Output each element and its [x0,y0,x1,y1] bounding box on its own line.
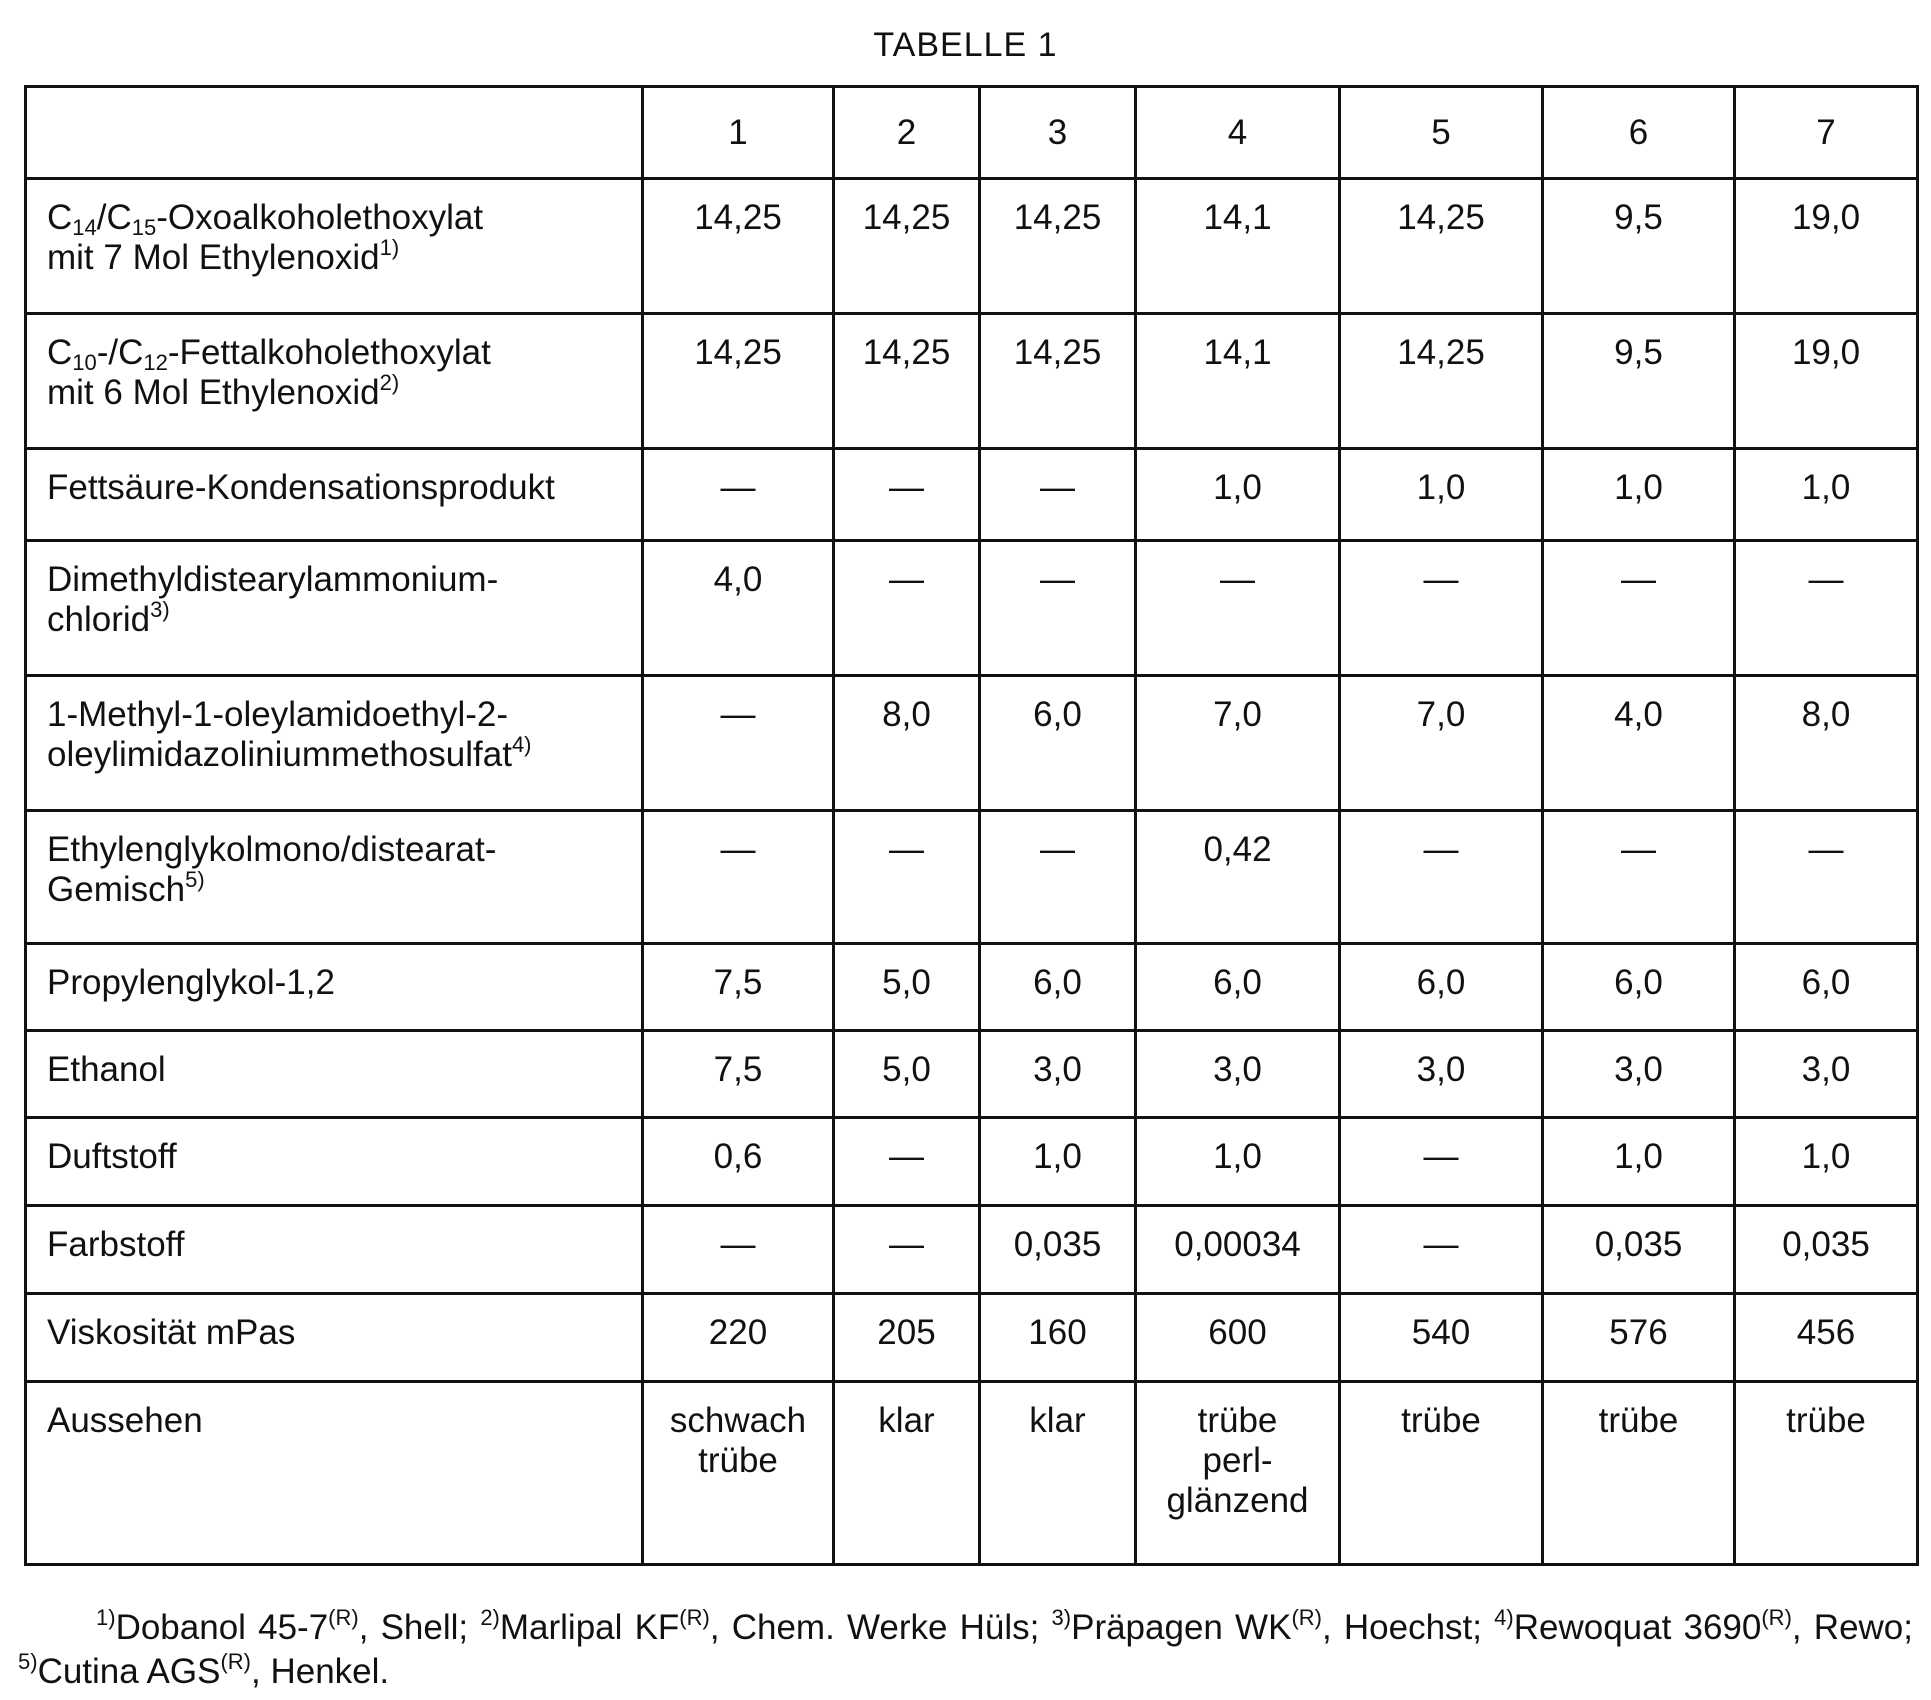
value-line: — [1742,560,1910,600]
table-row [26,1118,1918,1206]
value-cell [1543,179,1735,314]
value-cell [980,449,1136,541]
value-line: — [841,1137,972,1177]
value-cell [834,1031,980,1118]
value-line: — [841,1225,972,1265]
row-label [26,1382,643,1565]
value-line: — [1347,1225,1535,1265]
value-line: 6,0 [1347,963,1535,1003]
row-label [26,1031,643,1118]
value-cell [1340,314,1543,449]
value-line: 3,0 [1347,1050,1535,1090]
text: Duftstoff [47,1137,177,1176]
value-cell [1340,1382,1543,1565]
value-cell [834,811,980,944]
superscript: (R) [679,1605,710,1630]
value-cell [1340,1031,1543,1118]
value-line: 1,0 [1742,1137,1910,1177]
value-cell [1340,541,1543,676]
text: /C [97,198,132,237]
value-line: 205 [841,1313,972,1353]
value-line: schwach [650,1401,826,1441]
header-row [26,87,1918,179]
table-title: TABELLE 1 [0,26,1931,65]
text: , Hoechst; [1322,1608,1494,1647]
table-row [26,179,1918,314]
value-cell [643,676,834,811]
text: oleylimidazoliniummethosulfat [47,735,512,774]
value-cell [1340,944,1543,1031]
value-cell [1340,1206,1543,1294]
value-line: 0,42 [1143,830,1332,870]
value-cell [980,314,1136,449]
value-cell [1735,1118,1918,1206]
superscript: 1) [380,235,400,260]
footnote-marker: 1) [96,1605,116,1630]
superscript: 2) [380,370,400,395]
value-line: 14,25 [841,198,972,238]
footnote-marker: 3) [1052,1605,1072,1630]
value-cell [834,1294,980,1382]
value-cell [1136,179,1340,314]
row-label [26,449,643,541]
value-cell [643,179,834,314]
text: -Oxoalkoholethoxylat [156,198,483,237]
footnote-text: Rewoquat 3690 [1514,1608,1762,1647]
value-line: — [650,695,826,735]
value-cell [643,1118,834,1206]
footnote-text: Cutina AGS [38,1652,221,1691]
value-cell [1136,811,1340,944]
value-line: klar [987,1401,1128,1441]
value-cell [1735,1382,1918,1565]
value-line: 19,0 [1742,333,1910,373]
column-header: 3 [980,87,1136,179]
row-label [26,944,643,1031]
text: Ethanol [47,1050,166,1089]
value-line: 540 [1347,1313,1535,1353]
text: Gemisch [47,870,185,909]
text: Farbstoff [47,1225,184,1264]
value-line: 14,25 [1347,333,1535,373]
superscript: 4) [512,732,532,757]
subscript: 10 [72,350,96,375]
value-cell [1340,811,1543,944]
value-cell [1340,1294,1543,1382]
value-line: 1,0 [1742,468,1910,508]
value-line: — [987,468,1128,508]
value-cell [1735,676,1918,811]
value-line: 1,0 [1143,1137,1332,1177]
value-cell [643,1206,834,1294]
value-line: 1,0 [1143,468,1332,508]
table-row [26,676,1918,811]
text: , Henkel. [251,1652,389,1691]
value-line: — [987,560,1128,600]
composition-table [24,85,1919,1566]
value-cell [1136,1118,1340,1206]
value-cell [1735,1031,1918,1118]
value-cell [1136,676,1340,811]
value-line: trübe [1143,1401,1332,1441]
value-cell [1543,449,1735,541]
value-line: 8,0 [1742,695,1910,735]
value-line: 7,0 [1347,695,1535,735]
value-line: 0,00034 [1143,1225,1332,1265]
text: C [47,333,72,372]
value-cell [980,944,1136,1031]
value-cell [643,541,834,676]
value-cell [1543,811,1735,944]
value-cell [980,1382,1136,1565]
value-line: 6,0 [987,963,1128,1003]
table-row [26,944,1918,1031]
text: , Chem. Werke Hüls; [710,1608,1052,1647]
value-cell [1543,541,1735,676]
value-line: 4,0 [650,560,826,600]
value-cell [1340,1118,1543,1206]
value-cell [643,944,834,1031]
value-cell [1136,1206,1340,1294]
text: Fettsäure-Kondensationsprodukt [47,468,555,507]
row-label [26,541,643,676]
value-line: glänzend [1143,1481,1332,1521]
value-line: — [987,830,1128,870]
value-line: — [650,830,826,870]
row-label [26,1118,643,1206]
value-cell [1543,314,1735,449]
value-line: 1,0 [1347,468,1535,508]
superscript: 5) [185,867,205,892]
value-line: 9,5 [1550,333,1727,373]
text: Propylenglykol-1,2 [47,963,335,1002]
value-line: trübe [1347,1401,1535,1441]
value-cell [980,179,1136,314]
table-row [26,541,1918,676]
text: Ethylenglykolmono/distearat- [47,830,496,869]
row-label [26,1294,643,1382]
text: Viskosität mPas [47,1313,295,1352]
value-line: — [841,468,972,508]
value-cell [643,449,834,541]
value-line: 0,035 [1550,1225,1727,1265]
value-line: 14,25 [987,333,1128,373]
subscript: 15 [132,215,156,240]
footnote-text: Marlipal KF [500,1608,679,1647]
value-cell [1543,676,1735,811]
value-line: 4,0 [1550,695,1727,735]
text: mit 7 Mol Ethylenoxid [47,238,380,277]
superscript: 3) [150,597,170,622]
value-line: 6,0 [987,695,1128,735]
footnote-text: Dobanol 45-7 [116,1608,329,1647]
value-line: 3,0 [987,1050,1128,1090]
superscript: (R) [220,1649,251,1674]
value-line: 0,6 [650,1137,826,1177]
value-cell [1136,541,1340,676]
value-line: 220 [650,1313,826,1353]
column-header: 2 [834,87,980,179]
table-row [26,1294,1918,1382]
column-header: 6 [1543,87,1735,179]
value-line: 3,0 [1742,1050,1910,1090]
value-cell [1136,1382,1340,1565]
table-row [26,314,1918,449]
value-line: — [1550,560,1727,600]
value-line: — [1347,560,1535,600]
value-line: 0,035 [987,1225,1128,1265]
value-cell [980,541,1136,676]
value-cell [834,541,980,676]
value-line: klar [841,1401,972,1441]
value-cell [1543,1294,1735,1382]
value-line: — [1550,830,1727,870]
row-label [26,179,643,314]
value-cell [643,314,834,449]
value-line: — [1347,1137,1535,1177]
value-line: — [841,830,972,870]
table-row [26,1206,1918,1294]
value-line: 7,0 [1143,695,1332,735]
text: C [47,198,72,237]
value-cell [1735,314,1918,449]
value-line: 5,0 [841,963,972,1003]
value-cell [1735,1294,1918,1382]
value-line: 456 [1742,1313,1910,1353]
value-cell [1136,944,1340,1031]
text: Aussehen [47,1401,203,1440]
value-line: — [1143,560,1332,600]
text: , Rewo; [1792,1608,1913,1647]
text: Dimethyldistearylammonium- [47,560,498,599]
value-cell [834,944,980,1031]
value-cell [643,1382,834,1565]
value-line: 9,5 [1550,198,1727,238]
value-cell [1543,1031,1735,1118]
superscript: (R) [1761,1605,1792,1630]
value-line: trübe [1742,1401,1910,1441]
value-line: 14,25 [1347,198,1535,238]
value-cell [834,1382,980,1565]
value-line: 6,0 [1550,963,1727,1003]
value-line: 1,0 [1550,1137,1727,1177]
value-cell [1136,314,1340,449]
value-cell [980,676,1136,811]
value-line: 6,0 [1742,963,1910,1003]
value-line: 3,0 [1143,1050,1332,1090]
value-cell [980,1118,1136,1206]
superscript: (R) [328,1605,359,1630]
text: , Shell; [359,1608,481,1647]
value-line: 14,25 [650,198,826,238]
value-line: 14,25 [841,333,972,373]
header-empty-cell [26,87,643,179]
value-cell [1543,1206,1735,1294]
value-line: 3,0 [1550,1050,1727,1090]
value-line: 7,5 [650,1050,826,1090]
value-cell [1735,541,1918,676]
value-line: 1,0 [1550,468,1727,508]
value-cell [1543,944,1735,1031]
value-line: 5,0 [841,1050,972,1090]
superscript: (R) [1291,1605,1322,1630]
value-cell [834,676,980,811]
value-line: — [1742,830,1910,870]
row-label [26,676,643,811]
subscript: 14 [72,215,96,240]
value-line: — [1347,830,1535,870]
value-cell [1735,449,1918,541]
value-line: 576 [1550,1313,1727,1353]
value-cell [1735,1206,1918,1294]
text: chlorid [47,600,150,639]
table-row [26,811,1918,944]
value-line: 19,0 [1742,198,1910,238]
value-cell [1543,1382,1735,1565]
value-line: perl- [1143,1441,1332,1481]
table-row [26,449,1918,541]
value-cell [834,179,980,314]
value-cell [1136,449,1340,541]
value-line: 6,0 [1143,963,1332,1003]
footnote-text: Präpagen WK [1071,1608,1291,1647]
text: -/C [97,333,144,372]
row-label [26,314,643,449]
value-cell [1340,676,1543,811]
value-cell [834,314,980,449]
value-cell [1136,1031,1340,1118]
value-cell [643,1031,834,1118]
table-row [26,1382,1918,1565]
value-cell [1735,179,1918,314]
value-line: 0,035 [1742,1225,1910,1265]
value-cell [980,1031,1136,1118]
text: -Fettalkoholethoxylat [168,333,491,372]
value-cell [643,811,834,944]
value-cell [980,811,1136,944]
value-line: 14,25 [650,333,826,373]
table-row [26,1031,1918,1118]
value-line: — [650,468,826,508]
value-line: 14,25 [987,198,1128,238]
footnotes [18,1606,1913,1694]
value-cell [1340,179,1543,314]
value-cell [643,1294,834,1382]
row-label [26,811,643,944]
footnote-marker: 5) [18,1649,38,1674]
value-line: 160 [987,1313,1128,1353]
value-line: trübe [1550,1401,1727,1441]
value-line: — [841,560,972,600]
value-line: 1,0 [987,1137,1128,1177]
column-header: 5 [1340,87,1543,179]
text: mit 6 Mol Ethylenoxid [47,373,380,412]
value-cell [834,1206,980,1294]
value-line: — [650,1225,826,1265]
value-line: 14,1 [1143,333,1332,373]
column-header: 4 [1136,87,1340,179]
value-line: 8,0 [841,695,972,735]
value-line: 7,5 [650,963,826,1003]
value-cell [1136,1294,1340,1382]
value-cell [834,1118,980,1206]
value-cell [1735,944,1918,1031]
subscript: 12 [143,350,167,375]
value-cell [980,1206,1136,1294]
row-label [26,1206,643,1294]
value-cell [1735,811,1918,944]
value-line: 600 [1143,1313,1332,1353]
value-line: 14,1 [1143,198,1332,238]
footnote-marker: 4) [1494,1605,1514,1630]
value-line: trübe [650,1441,826,1481]
text: 1-Methyl-1-oleylamidoethyl-2- [47,695,508,734]
value-cell [1543,1118,1735,1206]
value-cell [1340,449,1543,541]
value-cell [980,1294,1136,1382]
value-cell [834,449,980,541]
footnote-marker: 2) [480,1605,500,1630]
column-header: 1 [643,87,834,179]
column-header: 7 [1735,87,1918,179]
